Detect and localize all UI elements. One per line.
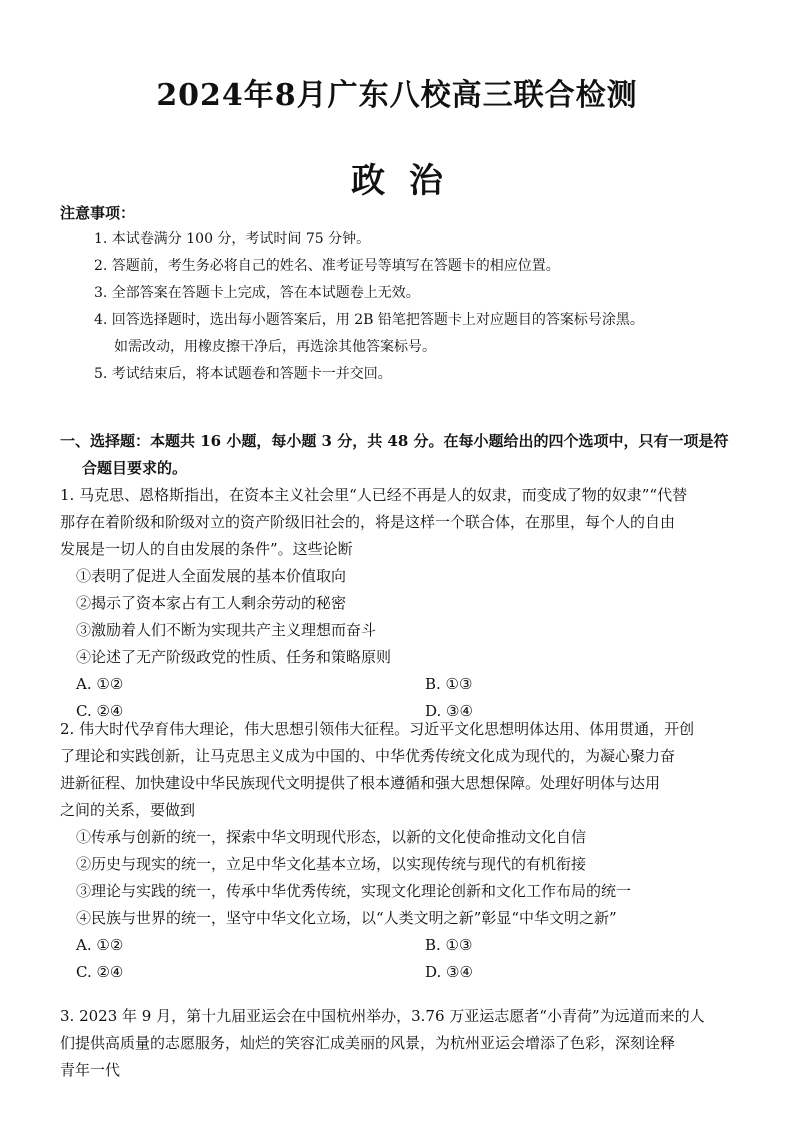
notice-item: 1. 本试卷满分 100 分，考试时间 75 分钟。 bbox=[94, 231, 371, 247]
question-stem-line: 1. 马克思、恩格斯指出，在资本主义社会里“人已经不再是人的奴隶，而变成了物的奴隶”“代替 bbox=[60, 486, 688, 504]
statement-option: ④民族与世界的统一，坚守中华文化立场，以“人类文明之新”彰显“中华文明之新” bbox=[76, 909, 617, 927]
notice-item-continuation: 如需改动，用橡皮擦干净后，再选涂其他答案标号。 bbox=[114, 339, 436, 355]
choice-d[interactable]: D. ③④ bbox=[425, 963, 473, 981]
question-3 bbox=[60, 1003, 780, 1084]
notice-block bbox=[60, 200, 760, 388]
answer-choices-row bbox=[60, 932, 780, 959]
notice-item: 5. 考试结束后，将本试题卷和答题卡一并交回。 bbox=[94, 366, 392, 382]
question-stem-line: 之间的关系，要做到 bbox=[60, 801, 196, 819]
section-heading-line: 合题目要求的。 bbox=[82, 459, 188, 477]
question-stem-line: 2. 伟大时代孕育伟大理论，伟大思想引领伟大征程。习近平文化思想明体达用、体用贯通，开创 bbox=[60, 720, 695, 738]
question-stem-line: 3. 2023 年 9 月，第十九届亚运会在中国杭州举办，3.76 万亚运志愿者“小青荷”为远道而来的人 bbox=[60, 1007, 705, 1025]
section-heading bbox=[60, 428, 760, 482]
notice-item: 3. 全部答案在答题卡上完成，答在本试题卷上无效。 bbox=[94, 285, 420, 301]
choice-d[interactable]: D. ③④ bbox=[425, 702, 473, 720]
question-1 bbox=[60, 482, 780, 725]
answer-choices-row bbox=[60, 671, 780, 698]
notice-heading: 注意事项： bbox=[60, 204, 136, 222]
question-stem-line: 发展是一切人的自由发展的条件”。这些论断 bbox=[60, 540, 353, 558]
question-stem-line: 们提供高质量的志愿服务，灿烂的笑容汇成美丽的风景，为杭州亚运会增添了色彩，深刻诠释 bbox=[60, 1034, 676, 1052]
question-stem-line: 青年一代 bbox=[60, 1061, 121, 1079]
subject-title: 政 治 bbox=[351, 161, 443, 201]
answer-choices-row bbox=[60, 959, 780, 986]
question-stem-line: 了理论和实践创新，让马克思主义成为中国的、中华优秀传统文化成为现代的，为凝心聚力奋 bbox=[60, 747, 676, 765]
choice-c[interactable]: C. ②④ bbox=[76, 702, 124, 720]
question-2 bbox=[60, 716, 780, 986]
question-stem-line: 进新征程、加快建设中华民族现代文明提供了根本遵循和强大思想保障。处理好明体与达用 bbox=[60, 774, 661, 792]
choice-b[interactable]: B. ①③ bbox=[425, 936, 473, 954]
choice-a[interactable]: A. ①② bbox=[76, 936, 124, 954]
notice-item: 4. 回答选择题时，选出每小题答案后，用 2B 铅笔把答题卡上对应题目的答案标号涂黑。 bbox=[94, 312, 644, 328]
choice-a[interactable]: A. ①② bbox=[76, 675, 124, 693]
statement-option: ③理论与实践的统一，传承中华优秀传统，实现文化理论创新和文化工作布局的统一 bbox=[76, 882, 632, 900]
choice-c[interactable]: C. ②④ bbox=[76, 963, 124, 981]
exam-title: 2024年8月广东八校高三联合检测 bbox=[156, 78, 638, 113]
notice-item: 2. 答题前，考生务必将自己的姓名、准考证号等填写在答题卡的相应位置。 bbox=[94, 258, 560, 274]
section-heading-line: 一、选择题：本题共 16 小题，每小题 3 分，共 48 分。在每小题给出的四个选项中，只有一项是符 bbox=[60, 432, 729, 450]
statement-option: ③激励着人们不断为实现共产主义理想而奋斗 bbox=[76, 621, 377, 639]
choice-b[interactable]: B. ①③ bbox=[425, 675, 473, 693]
question-stem-line: 那存在着阶级和阶级对立的资产阶级旧社会的，将是这样一个联合体，在那里，每个人的自由 bbox=[60, 513, 676, 531]
statement-option: ①表明了促进人全面发展的基本价值取向 bbox=[76, 567, 347, 585]
statement-option: ②揭示了资本家占有工人剩余劳动的秘密 bbox=[76, 594, 347, 612]
statement-option: ②历史与现实的统一，立足中华文化基本立场，以实现传统与现代的有机衔接 bbox=[76, 855, 587, 873]
statement-option: ①传承与创新的统一，探索中华文明现代形态，以新的文化使命推动文化自信 bbox=[76, 828, 587, 846]
statement-option: ④论述了无产阶级政党的性质、任务和策略原则 bbox=[76, 648, 392, 666]
